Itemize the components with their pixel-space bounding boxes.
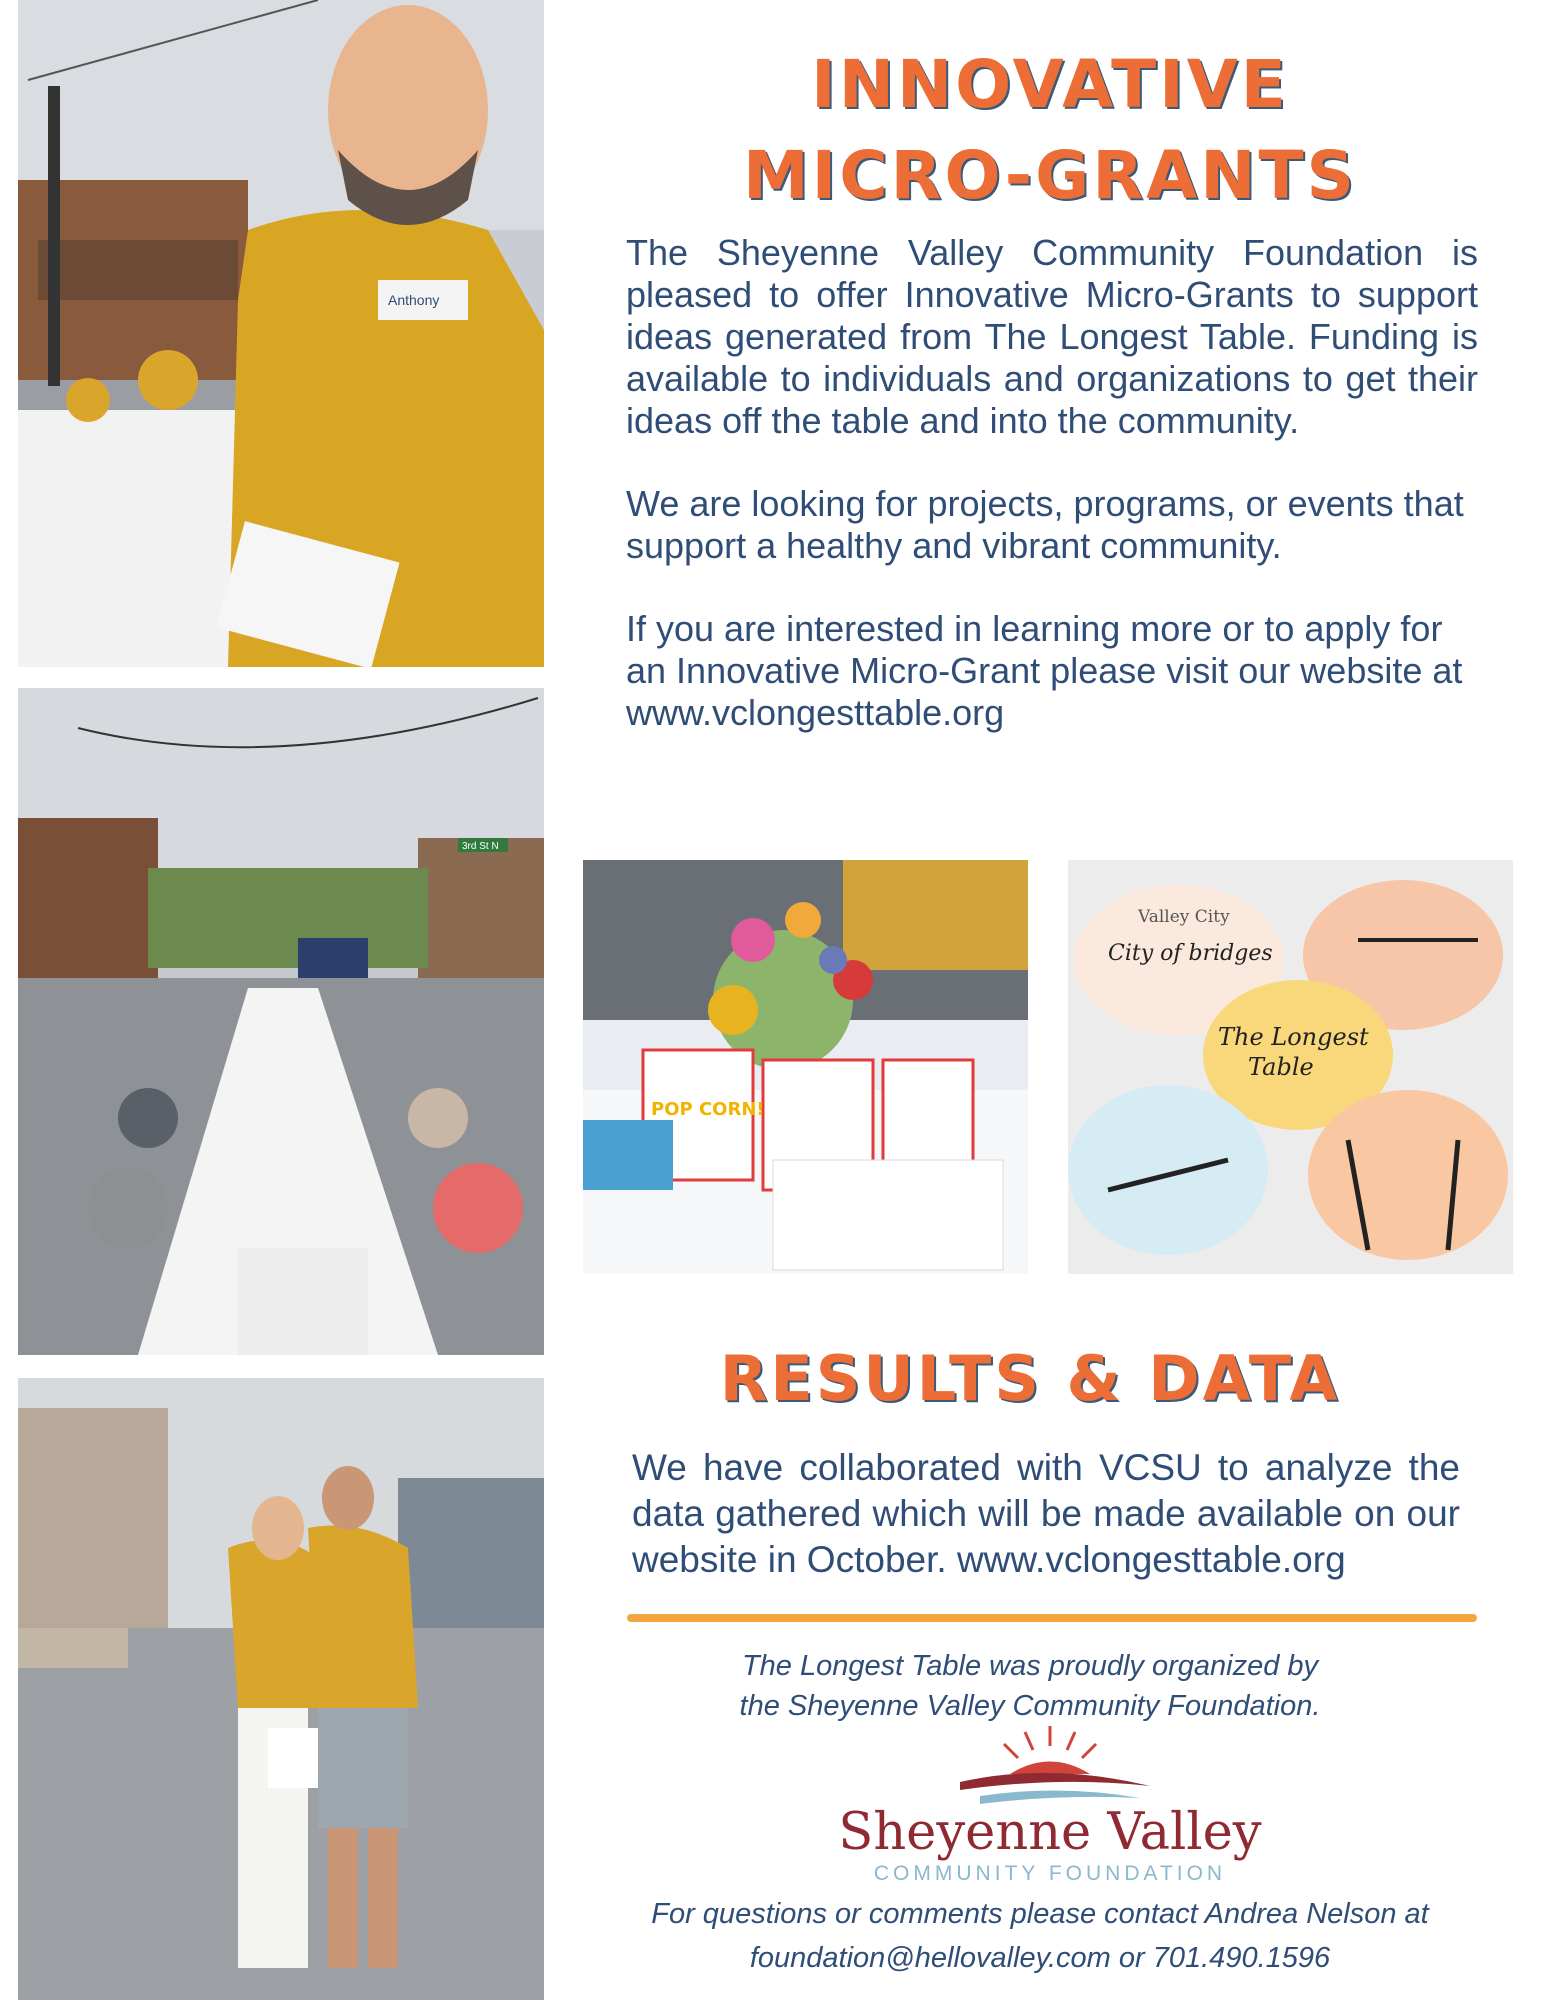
cookie-valley-city-text: Valley City <box>1138 907 1230 927</box>
name-tag-text: Anthony <box>388 292 440 308</box>
photo-couple-hugging <box>18 1378 544 2000</box>
photo-decorated-cookies <box>1068 860 1513 1274</box>
apply-paragraph: If you are interested in learning more or to apply for an Innovative Micro-Grant please visit our website at www.vclongesttable.org <box>626 608 1463 733</box>
organized-by-line1: The Longest Table was proudly organized by <box>741 1650 1319 1682</box>
photo-man-yellow-shirt <box>18 0 544 667</box>
contact-line2: foundation@hellovalley.com or 701.490.1596 <box>749 1942 1331 1974</box>
photo-longest-table-street <box>18 688 544 1355</box>
logo-name: Sheyenne Valley <box>838 1803 1262 1862</box>
heading-innovative: INNOVATIVE <box>811 46 1289 123</box>
cookie-longest-text: The Longest <box>1218 1023 1369 1051</box>
results-paragraph: We have collaborated with VCSU to analyze the data gathered which will be made available on our website in October. www.vclongesttable.org <box>632 1447 1460 1580</box>
cookie-table-text: Table <box>1248 1053 1314 1081</box>
contact-line1: For questions or comments please contact Andrea Nelson at <box>651 1898 1429 1930</box>
looking-for-paragraph: We are looking for projects, programs, or events that support a healthy and vibrant community. <box>626 483 1464 566</box>
orange-divider <box>627 1614 1477 1622</box>
cookie-city-of-bridges-text: City of bridges <box>1108 941 1273 966</box>
street-sign-text: 3rd St N <box>462 841 499 852</box>
photo-flower-centerpiece <box>583 860 1028 1274</box>
intro-paragraph: The Sheyenne Valley Community Foundation is pleased to offer Innovative Micro-Grants to support ideas generated from The Longest Table. Funding is available to individuals and organizations to get their ideas off the table and into the community. <box>626 232 1478 441</box>
heading-results-data: RESULTS & DATA <box>719 1342 1341 1415</box>
popcorn-text: POP CORN! <box>651 1099 765 1120</box>
organized-by-line2: the Sheyenne Valley Community Foundation. <box>739 1690 1321 1722</box>
heading-micro-grants: MICRO-GRANTS <box>742 137 1358 214</box>
logo-subtitle: COMMUNITY FOUNDATION <box>873 1862 1227 1885</box>
